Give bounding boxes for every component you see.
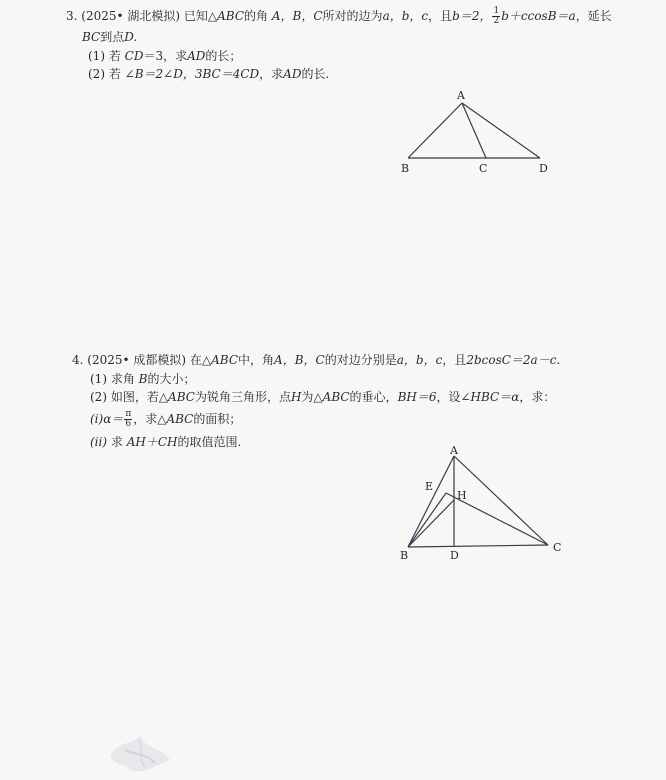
fraction-numerator: π [125,409,132,419]
sub-label: (ii) [90,435,108,449]
label-B: B [400,549,409,562]
part-math: CD [124,49,144,63]
problem3-text: 已知△ [183,9,218,23]
part-math: H [290,390,302,404]
part-math: ∠B＝2∠D，3BC＝4CD [124,67,260,81]
label-C: C [553,541,562,554]
segment-AB [408,456,454,547]
part-math: BH＝6 [397,390,437,404]
problem3-triangle: ABC [217,9,245,23]
segment-BH-inner [408,500,454,547]
problem4-text: ，且 [442,353,467,367]
problem3-text: 的角 [244,9,269,23]
part-text: ，求 [259,67,284,81]
label-C: C [479,162,488,175]
part-math: ABC [168,390,195,404]
part-text: (1) 若 [88,49,121,63]
part-math: AD [187,49,206,63]
part-text: 为△ [301,390,323,404]
part-text: 的垂心， [349,390,398,404]
segment-AC [454,456,548,545]
part-text: 的长. [301,67,330,81]
problem3-text: 到点 [100,30,125,44]
problem3-condition: b＋ccosB＝a [501,9,576,23]
problem3-text: ，延长 [575,9,612,23]
label-D: D [450,549,459,562]
part-text: 的长； [205,49,242,63]
part-text: ，求： [519,390,556,404]
paper-smudge-mark [100,725,190,780]
sub-text: 的取值范围. [177,435,242,449]
part-text: 为锐角三角形，点 [194,390,291,404]
label-E: E [425,480,434,493]
part-text: (1) 求角 [90,372,135,386]
problem4-text: 中，角 [238,353,275,367]
part-math: B [138,372,148,386]
sub-math: α＝ [103,412,124,426]
problem4-text: 的对边分别是 [324,353,397,367]
fraction-numerator: 1 [493,6,500,16]
problem4-text: 在△ [189,353,212,367]
part-math: ABC [322,390,350,404]
problem3-source: (2025• 湖北模拟) [81,9,181,23]
part-math: ∠HBC＝α [460,390,520,404]
label-A: A [450,444,458,457]
part-text: ＝3，求 [143,49,188,63]
part-text: 的大小； [147,372,196,386]
problem4-number: 4. [72,353,84,367]
segment-BC [408,545,548,547]
part-math: AD [283,67,302,81]
sub-label: (i) [90,412,104,426]
part-text: (2) 如图，若△ [90,390,169,404]
label-B: B [401,162,410,175]
problem3-sides: a，b，c [382,9,429,23]
label-A: A [457,89,465,102]
label-H: H [457,489,467,502]
problem3-angles: A，B，C [271,9,323,23]
problem3-text: 所对的边为 [322,9,383,23]
part-text: ，设 [436,390,461,404]
problem3-text: ，且 [428,9,453,23]
part-text: (2) 若 [88,67,121,81]
sub-text: ，求△ [133,412,167,426]
problem4-triangle: ABC [211,353,239,367]
problem3-number: 3. [66,9,78,23]
problem4-angles: A，B，C [274,353,325,367]
problem3-point: D. [124,30,138,44]
sub-math: ABC [166,412,194,426]
problem4-source: (2025• 成都模拟) [87,353,187,367]
sub-text: 求 [110,435,123,449]
fraction-denominator: 6 [125,419,132,429]
sub-math: AH＋CH [126,435,178,449]
segment-BH [408,493,446,547]
problem4-condition: 2bcosC＝2a－c. [466,353,561,367]
label-D: D [539,162,548,175]
problem4-sides: a，b，c [396,353,443,367]
problem3-segment: BC [82,30,101,44]
fraction-denominator: 2 [493,16,500,26]
problem3-condition: b＝2， [452,9,492,23]
sub-text: 的面积； [193,412,242,426]
